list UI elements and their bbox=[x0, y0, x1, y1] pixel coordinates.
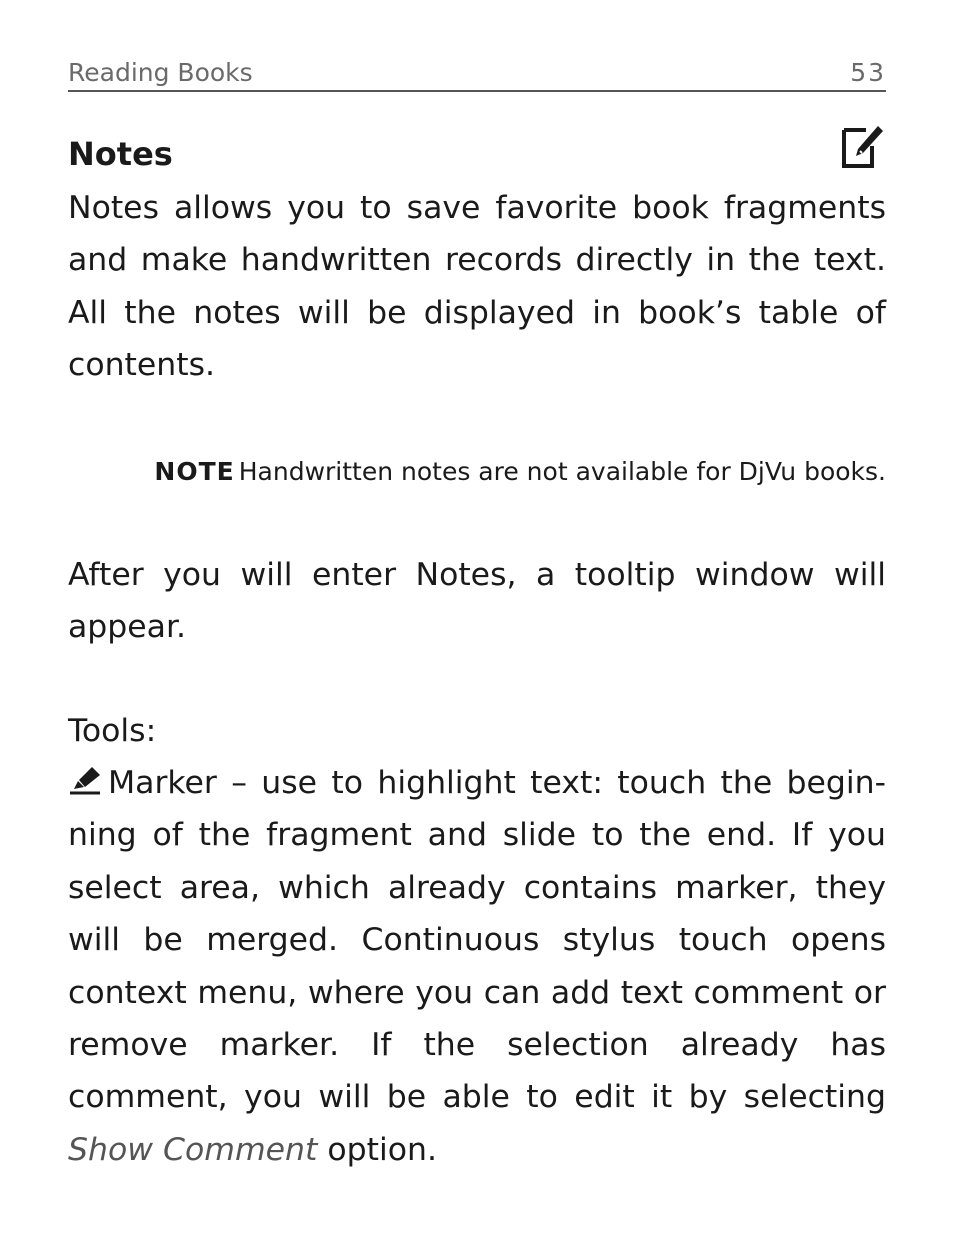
marker-text: Marker – use to highlight text: touch the begin-ning of the fragment and slide to the end. If you select area, which already contains marker, they will be merged. Continuous stylus touch opens context menu, where you can add text comment or remove marker. If the selection already has comment, you will be able to edit it by selecting bbox=[68, 765, 886, 1116]
marker-icon bbox=[68, 765, 102, 795]
after-enter-paragraph: After you will enter Notes, a tooltip window will appear. bbox=[68, 557, 886, 646]
notes-heading: Notes bbox=[68, 135, 173, 173]
note-callout bbox=[154, 452, 886, 492]
section-title: Reading Books bbox=[68, 58, 253, 87]
note-text: Handwritten notes are not available for DjVu books. bbox=[238, 457, 886, 486]
marker-paragraph bbox=[68, 757, 886, 1176]
tools-label: Tools: bbox=[68, 713, 157, 749]
notes-intro-paragraph: Notes allows you to save favorite book fragments and make handwritten records directly in the text. All the notes will be displayed in book’s table of contents. bbox=[68, 190, 886, 384]
show-comment-option: Show Comment bbox=[68, 1131, 318, 1168]
page-number: 53 bbox=[850, 58, 886, 87]
running-header bbox=[68, 56, 886, 92]
notes-heading-row bbox=[68, 122, 886, 178]
note-label: NOTE bbox=[154, 457, 235, 486]
notes-edit-icon bbox=[838, 122, 886, 170]
marker-text-end: option. bbox=[317, 1131, 437, 1168]
